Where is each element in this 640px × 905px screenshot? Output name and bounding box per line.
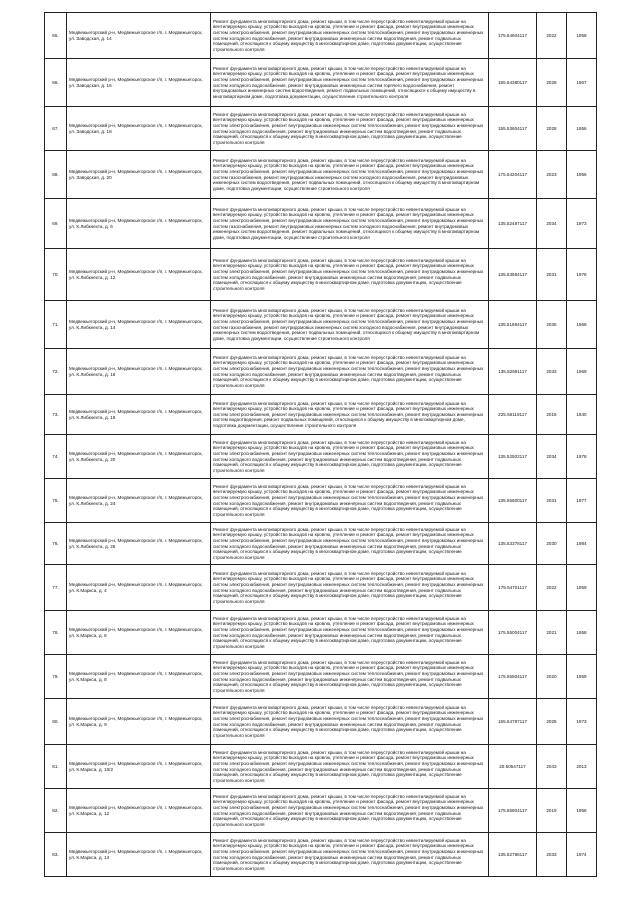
repair-program-table: [44, 12, 597, 877]
works-description-cell: Ремонт фундамента многоквартирного дома, ремонт крыши, в том числе переустройство невентилируемой крыши на вентилируемую крышу, устройство выходов на кровлю, утепление и ремонт фасада, ремонт внутридомовых инженерных систем электроснабжения, ремонт внутридомовых инженерных систем теплоснабжения, ремонт внутридомовых инженерных систем холодного водоснабжения, ремонт внутридомовых инженерных систем водоотведения, ремонт подвальных помещений, относящихся к общему имуществу в многоквартирном доме, подготовка документации, осуществление строительного контроля: [211, 435, 489, 479]
works-description-cell: Ремонт фундамента многоквартирного дома, ремонт крыши, в том числе переустройство невентилируемой крыши на вентилируемую крышу, устройство выходов на кровлю, утепление и ремонт фасада, ремонт внутридомовых инженерных систем электроснабжения, ремонт внутридомовых инженерных систем теплоснабжения, ремонт внутридомовых инженерных систем холодного водоснабжения, ремонт внутридомовых инженерных систем водоотведения, ремонт подвальных помещений, относящихся к общему имуществу в многоквартирном доме, подготовка документации, осуществление строительного контроля: [211, 249, 489, 301]
row-number: 76.: [45, 523, 67, 565]
cost-code-cell: 155.54380117: [489, 59, 537, 107]
planned-year-cell: 2022: [537, 13, 567, 59]
table-row: [45, 13, 597, 59]
works-description-cell: Ремонт фундамента многоквартирного дома, ремонт крыши, в том числе переустройство невентилируемой крыши на вентилируемую крышу, устройство выходов на кровлю, утепление и ремонт фасада, ремонт внутридомовых инженерных систем электроснабжения, ремонт внутридомовых инженерных систем теплоснабжения, ремонт внутридомовых инженерных систем холодного водоснабжения, ремонт внутридомовых инженерных систем водоотведения, ремонт подвальных помещений, относящихся к общему имуществу в многоквартирном доме, подготовка документации, осуществление строительного контроля: [211, 789, 489, 833]
works-description-cell: Ремонт фундамента многоквартирного дома, ремонт крыши, в том числе переустройство невентилируемой крыши на вентилируемую крышу, устройство выходов на кровлю, утепление и ремонт фасада, ремонт внутридомовых инженерных систем электроснабжения, ремонт внутридомовых инженерных систем теплоснабжения, ремонт внутридомовых инженерных систем газоснабжения, ремонт внутридомовых инженерных систем холодного водоснабжения, ремонт внутридомовых инженерных систем водоотведения, ремонт подвальных помещений, относящихся к общему имуществу в многоквартирном доме, подготовка документации, осуществление строительного контроля: [211, 151, 489, 199]
row-number: 82.: [45, 789, 67, 833]
planned-year-cell: 2025: [537, 699, 567, 745]
table-row: [45, 395, 597, 435]
built-year-cell: 1977: [567, 479, 597, 523]
planned-year-cell: 2033: [537, 833, 567, 877]
works-description-cell: Ремонт фундамента многоквартирного дома, ремонт крыши, в том числе переустройство невентилируемой крыши на вентилируемую крышу, устройство выходов на кровлю, утепление и ремонт фасада, ремонт внутридомовых инженерных систем электроснабжения, ремонт внутридомовых инженерных систем теплоснабжения, ремонт внутридомовых инженерных систем холодного водоснабжения, ремонт внутридомовых инженерных систем водоотведения, ремонт подвальных помещений, относящихся к общему имуществу в многоквартирном доме, подготовка документации, осуществление строительного контроля: [211, 349, 489, 395]
row-number: 83.: [45, 833, 67, 877]
row-number: 66.: [45, 59, 67, 107]
works-description-cell: Ремонт фундамента многоквартирного дома, ремонт крыши, в том числе переустройство невентилируемой крыши на вентилируемую крышу, устройство выходов на кровлю, утепление и ремонт фасада, ремонт внутридомовых инженерных систем электроснабжения, ремонт внутридомовых инженерных систем теплоснабжения, ремонт внутридомовых инженерных систем газоснабжения, ремонт внутридомовых инженерных систем холодного водоснабжения, ремонт внутридомовых инженерных систем водоотведения, ремонт подвальных помещений, относящихся к общему имуществу в многоквартирном доме, подготовка документации, осуществление строительного контроля: [211, 199, 489, 249]
table-row: [45, 523, 597, 565]
built-year-cell: 1958: [567, 611, 597, 655]
table-row: [45, 833, 597, 877]
address-cell: Медвежьегорский р-н, Медвежьегорское г/п, г. Медвежьегорск, ул. Заводская, д. 18: [67, 107, 211, 151]
cost-code-cell: 225.56119117: [489, 395, 537, 435]
table-row: [45, 349, 597, 395]
table-row: [45, 655, 597, 699]
row-number: 80.: [45, 699, 67, 745]
address-cell: Медвежьегорский р-н, Медвежьегорское г/п, г. Медвежьегорск, ул. К.Либкнехта, д. 6: [67, 199, 211, 249]
planned-year-cell: 2028: [537, 107, 567, 151]
planned-year-cell: 2022: [537, 565, 567, 611]
cost-code-cell: 175.54204117: [489, 151, 537, 199]
works-description-cell: Ремонт фундамента многоквартирного дома, ремонт крыши, в том числе переустройство невентилируемой крыши на вентилируемую крышу, устройство выходов на кровлю, утепление и ремонт фасада, ремонт внутридомовых инженерных систем электроснабжения, ремонт внутридомовых инженерных систем теплоснабжения, ремонт внутридомовых инженерных систем водоотведения, ремонт подвальных помещений, относящихся к общему имуществу в многоквартирном доме, подготовка документации, осуществление строительного контроля: [211, 395, 489, 435]
works-description-cell: Ремонт фундамента многоквартирного дома, ремонт крыши, в том числе переустройство невентилируемой крыши на вентилируемую крышу, устройство выходов на кровлю, утепление и ремонт фасада, ремонт внутридомовых инженерных систем электроснабжения, ремонт внутридомовых инженерных систем теплоснабжения, ремонт внутридомовых инженерных систем холодного водоснабжения, ремонт внутридомовых инженерных систем водоотведения, ремонт подвальных помещений, относящихся к общему имуществу в многоквартирном доме, подготовка документации, осуществление строительного контроля: [211, 833, 489, 877]
row-number: 69.: [45, 199, 67, 249]
row-number: 75.: [45, 479, 67, 523]
built-year-cell: 1968: [567, 301, 597, 349]
built-year-cell: 1976: [567, 249, 597, 301]
address-cell: Медвежьегорский р-н, Медвежьегорское г/п, г. Медвежьегорск, ул. Заводская, д. 16: [67, 59, 211, 107]
planned-year-cell: 2023: [537, 151, 567, 199]
table-row: [45, 249, 597, 301]
built-year-cell: 1956: [567, 107, 597, 151]
table-row: [45, 301, 597, 349]
works-description-cell: Ремонт фундамента многоквартирного дома, ремонт крыши, в том числе переустройство невентилируемой крыши на вентилируемую крышу, устройство выходов на кровлю, утепление и ремонт фасада, ремонт внутридомовых инженерных систем электроснабжения, ремонт внутридомовых инженерных систем теплоснабжения, ремонт внутридомовых инженерных систем холодного водоснабжения, ремонт внутридомовых инженерных систем водоотведения, ремонт подвальных помещений, относящихся к общему имуществу в многоквартирном доме, подготовка документации, осуществление строительного контроля: [211, 699, 489, 745]
row-number: 79.: [45, 655, 67, 699]
address-cell: Медвежьегорский р-н, Медвежьегорское г/п, г. Медвежьегорск, ул. К.Маркса, д. 10/2: [67, 745, 211, 789]
cost-code-cell: 135.51694117: [489, 301, 537, 349]
address-cell: Медвежьегорский р-н, Медвежьегорское г/п, г. Медвежьегорск, ул. К.Либкнехта, д. 12: [67, 249, 211, 301]
works-description-cell: Ремонт фундамента многоквартирного дома, ремонт крыши, в том числе переустройство невентилируемой крыши на вентилируемую крышу, устройство выходов на кровлю, утепление и ремонт фасада, ремонт внутридомовых инженерных систем электроснабжения, ремонт внутридомовых инженерных систем теплоснабжения, ремонт внутридомовых инженерных систем холодного водоснабжения, ремонт внутридомовых инженерных систем водоотведения, ремонт подвальных помещений, относящихся к общему имуществу в многоквартирном доме, подготовка документации, осуществление строительного контроля: [211, 13, 489, 59]
cost-code-cell: 135.52786117: [489, 833, 537, 877]
cost-code-cell: 175.54604117: [489, 13, 537, 59]
table-row: [45, 59, 597, 107]
address-cell: Медвежьегорский р-н, Медвежьегорское г/п, г. Медвежьегорск, ул. К.Маркса, д. 6: [67, 611, 211, 655]
built-year-cell: 1973: [567, 199, 597, 249]
document-sheet: [44, 12, 596, 877]
built-year-cell: 1940: [567, 395, 597, 435]
cost-code-cell: 175.55804117: [489, 789, 537, 833]
planned-year-cell: 2028: [537, 59, 567, 107]
address-cell: Медвежьегорский р-н, Медвежьегорское г/п, г. Медвежьегорск, ул. К.Либкнехта, д. 19: [67, 395, 211, 435]
address-cell: Медвежьегорский р-н, Медвежьегорское г/п, г. Медвежьегорск, ул. К.Маркса, д. 14: [67, 833, 211, 877]
row-number: 65.: [45, 13, 67, 59]
planned-year-cell: 2030: [537, 523, 567, 565]
works-description-cell: Ремонт фундамента многоквартирного дома, ремонт крыши, в том числе переустройство невентилируемой крыши на вентилируемую крышу, устройство выходов на кровлю, утепление и ремонт фасада, ремонт внутридомовых инженерных систем электроснабжения, ремонт внутридомовых инженерных систем теплоснабжения, ремонт внутридомовых инженерных систем холодного водоснабжения, ремонт внутридомовых инженерных систем водоотведения, ремонт подвальных помещений, относящихся к общему имуществу в многоквартирном доме, подготовка документации, осуществление строительного контроля: [211, 107, 489, 151]
row-number: 77.: [45, 565, 67, 611]
address-cell: Медвежьегорский р-н, Медвежьегорское г/п, г. Медвежьегорск, ул. Заводская, д. 14: [67, 13, 211, 59]
works-description-cell: Ремонт фундамента многоквартирного дома, ремонт крыши, в том числе переустройство невентилируемой крыши на вентилируемую крышу, устройство выходов на кровлю, утепление и ремонт фасада, ремонт внутридомовых инженерных систем электроснабжения, ремонт внутридомовых инженерных систем теплоснабжения, ремонт внутридомовых инженерных систем холодного водоснабжения, ремонт внутридомовых инженерных систем горячего водоснабжения, ремонт внутридомовых инженерных систем водоотведения, ремонт подвальных помещений, относящихся к общему имуществу в многоквартирном доме, подготовка документации, осуществление строительного контроля: [211, 59, 489, 107]
planned-year-cell: 2035: [537, 301, 567, 349]
table-row: [45, 611, 597, 655]
table-row: [45, 565, 597, 611]
table-row: [45, 107, 597, 151]
table-row: [45, 699, 597, 745]
planned-year-cell: 2019: [537, 789, 567, 833]
cost-code-cell: 135.52502117: [489, 435, 537, 479]
built-year-cell: 1969: [567, 349, 597, 395]
row-number: 81.: [45, 745, 67, 789]
works-description-cell: Ремонт фундамента многоквартирного дома, ремонт крыши, в том числе переустройство невентилируемой крыши на вентилируемую крышу, устройство выходов на кровлю, утепление и ремонт фасада, ремонт внутридомовых инженерных систем электроснабжения, ремонт внутридомовых инженерных систем теплоснабжения, ремонт внутридомовых инженерных систем холодного водоснабжения, ремонт внутридомовых инженерных систем водоотведения, ремонт подвальных помещений, относящихся к общему имуществу в многоквартирном доме, подготовка документации, осуществление строительного контроля: [211, 655, 489, 699]
cost-code-cell: 155.54787117: [489, 699, 537, 745]
built-year-cell: 1978: [567, 435, 597, 479]
address-cell: Медвежьегорский р-н, Медвежьегорское г/п, г. Медвежьегорск, ул. К.Маркса, д. 8: [67, 655, 211, 699]
address-cell: Медвежьегорский р-н, Медвежьегорское г/п, г. Медвежьегорск, ул. К.Либкнехта, д. 20: [67, 435, 211, 479]
built-year-cell: 1967: [567, 59, 597, 107]
address-cell: Медвежьегорский р-н, Медвежьегорское г/п, г. Медвежьегорск, ул. Заводская, д. 20: [67, 151, 211, 199]
planned-year-cell: 2034: [537, 199, 567, 249]
cost-code-cell: 20.50547117: [489, 745, 537, 789]
planned-year-cell: 2031: [537, 479, 567, 523]
cost-code-cell: 135.55600117: [489, 479, 537, 523]
works-description-cell: Ремонт фундамента многоквартирного дома, ремонт крыши, в том числе переустройство невентилируемой крыши на вентилируемую крышу, устройство выходов на кровлю, утепление и ремонт фасада, ремонт внутридомовых инженерных систем электроснабжения, ремонт внутридомовых инженерных систем теплоснабжения, ремонт внутридомовых инженерных систем холодного водоснабжения, ремонт внутридомовых инженерных систем водоотведения, ремонт подвальных помещений, относящихся к общему имуществу в многоквартирном доме, подготовка документации, осуществление строительного контроля: [211, 745, 489, 789]
planned-year-cell: 2020: [537, 655, 567, 699]
built-year-cell: 1956: [567, 151, 597, 199]
planned-year-cell: 2033: [537, 349, 567, 395]
works-description-cell: Ремонт фундамента многоквартирного дома, ремонт крыши, в том числе переустройство невентилируемой крыши на вентилируемую крышу, устройство выходов на кровлю, утепление и ремонт фасада, ремонт внутридомовых инженерных систем электроснабжения, ремонт внутридомовых инженерных систем теплоснабжения, ремонт внутридомовых инженерных систем холодного водоснабжения, ремонт внутридомовых инженерных систем водоотведения, ремонт подвальных помещений, относящихся к общему имуществу в многоквартирном доме, подготовка документации, осуществление строительного контроля: [211, 523, 489, 565]
cost-code-cell: 135.53378117: [489, 523, 537, 565]
planned-year-cell: 2031: [537, 249, 567, 301]
cost-code-cell: 155.53604117: [489, 107, 537, 151]
built-year-cell: 1984: [567, 523, 597, 565]
cost-code-cell: 135.52487117: [489, 199, 537, 249]
planned-year-cell: 2043: [537, 745, 567, 789]
row-number: 73.: [45, 395, 67, 435]
built-year-cell: 1974: [567, 833, 597, 877]
table-body: [45, 13, 597, 877]
cost-code-cell: 135.53584117: [489, 249, 537, 301]
works-description-cell: Ремонт фундамента многоквартирного дома, ремонт крыши, в том числе переустройство невентилируемой крыши на вентилируемую крышу, устройство выходов на кровлю, утепление и ремонт фасада, ремонт внутридомовых инженерных систем электроснабжения, ремонт внутридомовых инженерных систем теплоснабжения, ремонт внутридомовых инженерных систем холодного водоснабжения, ремонт внутридомовых инженерных систем водоотведения, ремонт подвальных помещений, относящихся к общему имуществу в многоквартирном доме, подготовка документации, осуществление строительного контроля: [211, 479, 489, 523]
address-cell: Медвежьегорский р-н, Медвежьегорское г/п, г. Медвежьегорск, ул. К.Либкнехта, д. 16: [67, 349, 211, 395]
table-row: [45, 789, 597, 833]
row-number: 72.: [45, 349, 67, 395]
address-cell: Медвежьегорский р-н, Медвежьегорское г/п, г. Медвежьегорск, ул. К.Маркса, д. 4: [67, 565, 211, 611]
cost-code-cell: 175.55504117: [489, 655, 537, 699]
planned-year-cell: 2016: [537, 395, 567, 435]
built-year-cell: 1956: [567, 789, 597, 833]
built-year-cell: 1958: [567, 13, 597, 59]
address-cell: Медвежьегорский р-н, Медвежьегорское г/п, г. Медвежьегорск, ул. К.Либкнехта, д. 24: [67, 479, 211, 523]
table-row: [45, 435, 597, 479]
row-number: 78.: [45, 611, 67, 655]
planned-year-cell: 2021: [537, 611, 567, 655]
row-number: 74.: [45, 435, 67, 479]
built-year-cell: 1973: [567, 699, 597, 745]
row-number: 67.: [45, 107, 67, 151]
address-cell: Медвежьегорский р-н, Медвежьегорское г/п, г. Медвежьегорск, ул. К.Либкнехта, д. 26: [67, 523, 211, 565]
cost-code-cell: 175.54701117: [489, 565, 537, 611]
planned-year-cell: 2034: [537, 435, 567, 479]
built-year-cell: 2013: [567, 745, 597, 789]
table-row: [45, 745, 597, 789]
address-cell: Медвежьегорский р-н, Медвежьегорское г/п, г. Медвежьегорск, ул. К.Либкнехта, д. 14: [67, 301, 211, 349]
table-row: [45, 479, 597, 523]
address-cell: Медвежьегорский р-н, Медвежьегорское г/п, г. Медвежьегорск, ул. К.Маркса, д. 9: [67, 699, 211, 745]
address-cell: Медвежьегорский р-н, Медвежьегорское г/п, г. Медвежьегорск, ул. К.Маркса, д. 12: [67, 789, 211, 833]
row-number: 70.: [45, 249, 67, 301]
works-description-cell: Ремонт фундамента многоквартирного дома, ремонт крыши, в том числе переустройство невентилируемой крыши на вентилируемую крышу, устройство выходов на кровлю, утепление и ремонт фасада, ремонт внутридомовых инженерных систем электроснабжения, ремонт внутридомовых инженерных систем теплоснабжения, ремонт внутридомовых инженерных систем холодного водоснабжения, ремонт внутридомовых инженерных систем водоотведения, ремонт подвальных помещений, относящихся к общему имуществу в многоквартирном доме, подготовка документации, осуществление строительного контроля: [211, 611, 489, 655]
row-number: 68.: [45, 151, 67, 199]
row-number: 71.: [45, 301, 67, 349]
cost-code-cell: 175.55004117: [489, 611, 537, 655]
built-year-cell: 1959: [567, 655, 597, 699]
table-row: [45, 151, 597, 199]
works-description-cell: Ремонт фундамента многоквартирного дома, ремонт крыши, в том числе переустройство невентилируемой крыши на вентилируемую крышу, устройство выходов на кровлю, утепление и ремонт фасада, ремонт внутридомовых инженерных систем электроснабжения, ремонт внутридомовых инженерных систем теплоснабжения, ремонт внутридомовых инженерных систем холодного водоснабжения, ремонт внутридомовых инженерных систем водоотведения, ремонт подвальных помещений, относящихся к общему имуществу в многоквартирном доме, подготовка документации, осуществление строительного контроля: [211, 565, 489, 611]
cost-code-cell: 135.52691117: [489, 349, 537, 395]
built-year-cell: 1959: [567, 565, 597, 611]
table-row: [45, 199, 597, 249]
works-description-cell: Ремонт фундамента многоквартирного дома, ремонт крыши, в том числе переустройство невентилируемой крыши на вентилируемую крышу, устройство выходов на кровлю, утепление и ремонт фасада, ремонт внутридомовых инженерных систем электроснабжения, ремонт внутридомовых инженерных систем теплоснабжения, ремонт внутридомовых инженерных систем газоснабжения, ремонт внутридомовых инженерных систем холодного водоснабжения, ремонт внутридомовых инженерных систем водоотведения, ремонт подвальных помещений, относящихся к общему имуществу в многоквартирном доме, подготовка документации, осуществление строительного контроля: [211, 301, 489, 349]
